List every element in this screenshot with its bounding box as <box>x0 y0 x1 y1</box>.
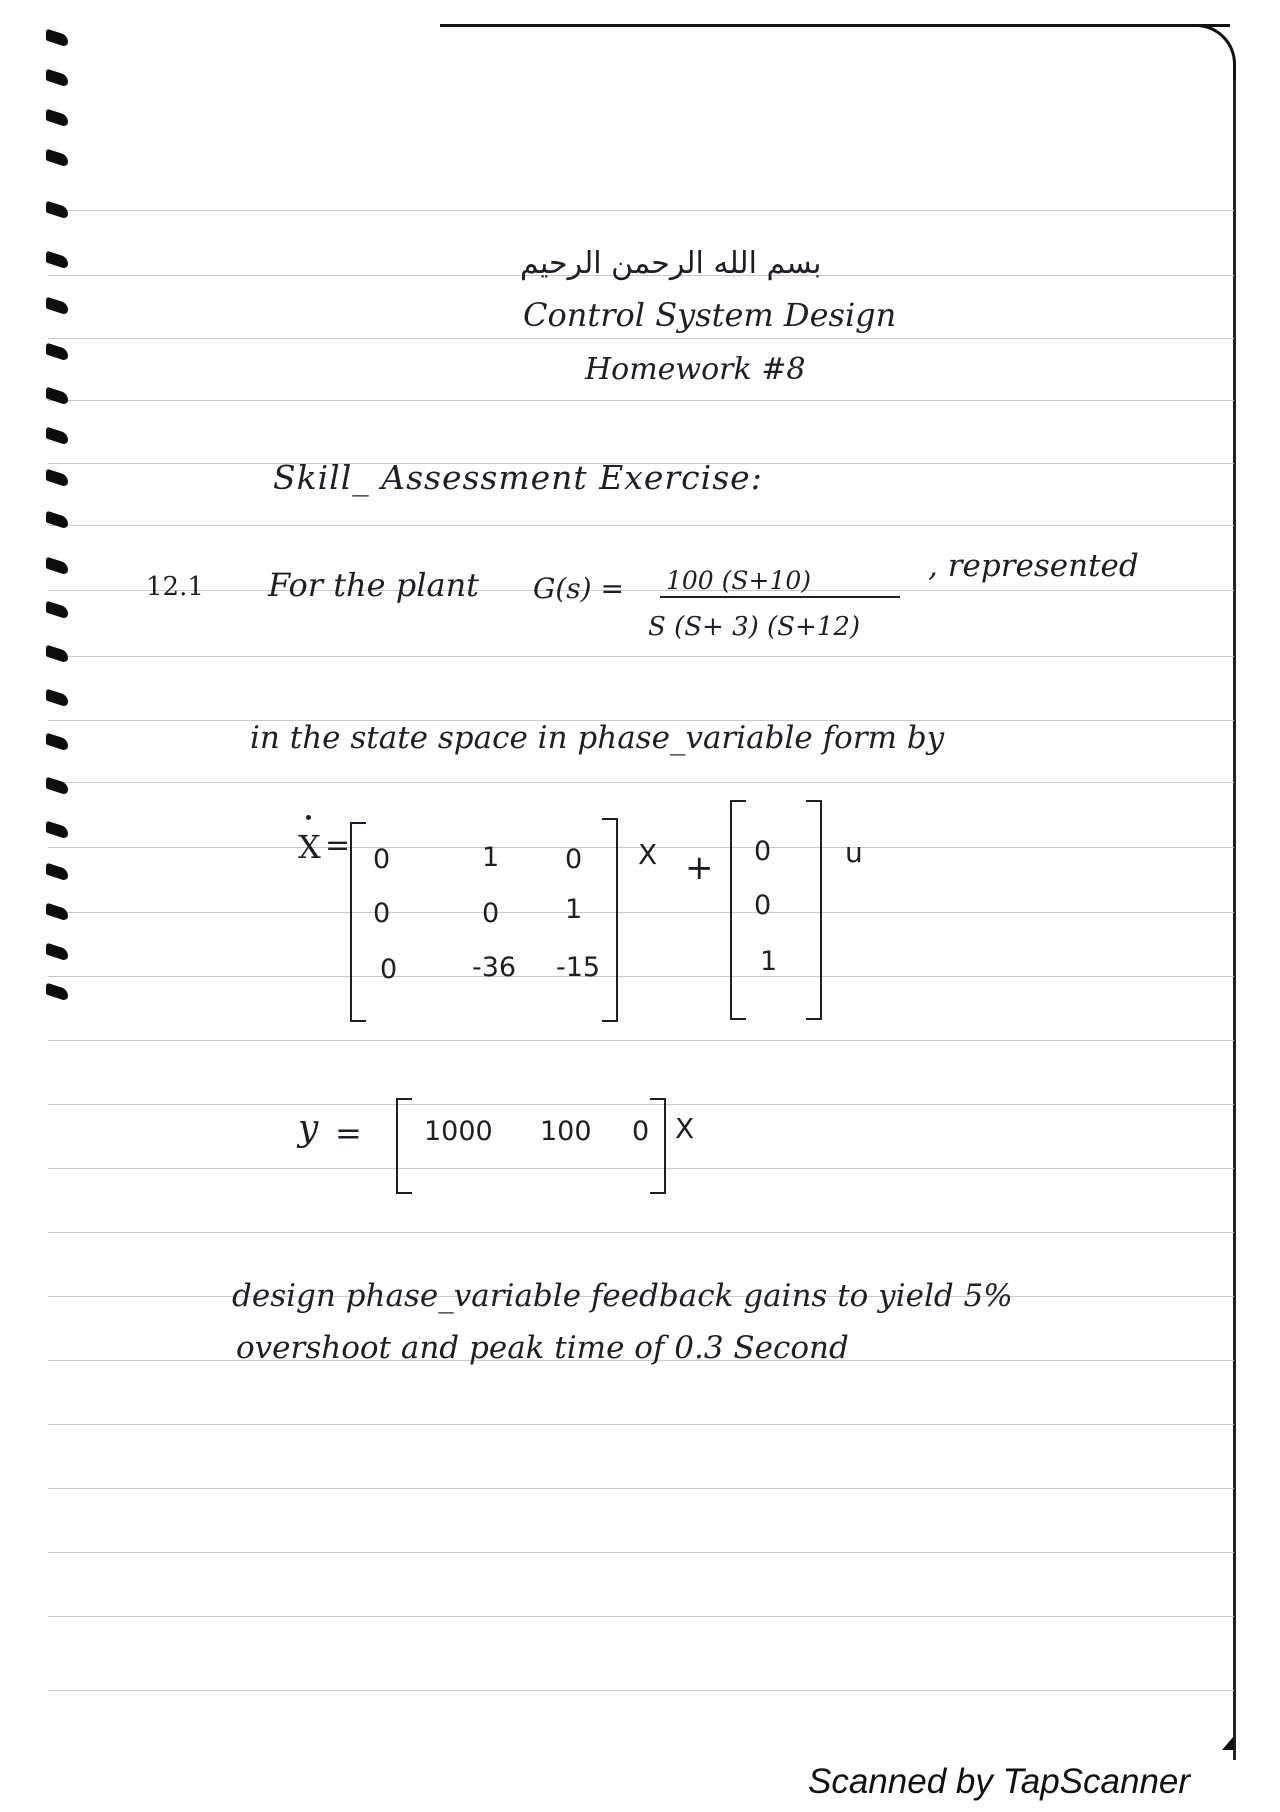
paper-corner-mark <box>1222 1736 1234 1750</box>
ruled-line <box>48 400 1234 401</box>
ruled-line <box>48 1232 1234 1233</box>
matrix-c-left-bracket <box>396 1098 412 1194</box>
matrix-a-cell: -36 <box>472 952 517 983</box>
matrix-a-cell: 1 <box>482 842 500 873</box>
matrix-b-left-bracket <box>730 800 746 1020</box>
matrix-c-cell: 0 <box>632 1116 650 1147</box>
spiral-ring <box>46 510 68 529</box>
matrix-a-cell: 0 <box>373 844 391 875</box>
equals-sign: = <box>325 828 351 863</box>
plus-sign: + <box>685 848 714 888</box>
spiral-ring <box>46 200 68 219</box>
matrix-b-cell: 0 <box>754 836 772 867</box>
spiral-ring <box>46 902 68 921</box>
spiral-ring <box>46 862 68 881</box>
problem-line-2: in the state space in phase_variable form by <box>250 720 945 756</box>
spiral-ring <box>46 148 68 167</box>
ruled-line <box>48 656 1234 657</box>
ruled-line <box>48 590 1234 591</box>
ruled-line <box>48 1424 1234 1425</box>
matrix-a-right-bracket <box>602 818 618 1022</box>
matrix-c-right-bracket <box>650 1098 666 1194</box>
spiral-ring <box>46 556 68 575</box>
problem-number: 12.1 <box>146 572 204 602</box>
spiral-ring <box>46 68 68 87</box>
ruled-line <box>48 1552 1234 1553</box>
matrix-a-cell: -15 <box>556 952 601 983</box>
spiral-ring <box>46 250 68 269</box>
ruled-line <box>48 1488 1234 1489</box>
matrix-a-left-bracket <box>350 822 366 1022</box>
spiral-ring <box>46 820 68 839</box>
transfer-function-denominator: S (S+ 3) (S+12) <box>648 612 860 642</box>
state-derivative-symbol: X <box>298 828 321 866</box>
ruled-line <box>48 338 1234 339</box>
fraction-bar <box>660 596 900 598</box>
state-vector-symbol: X <box>675 1112 695 1145</box>
problem-lead: For the plant <box>268 566 480 604</box>
matrix-a-cell: 0 <box>482 898 500 929</box>
course-title: Control System Design <box>523 296 897 334</box>
section-title: Skill_ Assessment Exercise: <box>273 458 763 497</box>
ruled-line <box>48 912 1234 913</box>
matrix-c-cell: 100 <box>540 1116 592 1147</box>
spiral-ring <box>46 386 68 405</box>
transfer-function-lhs: G(s) = <box>533 572 624 605</box>
problem-tail: , represented <box>928 548 1139 584</box>
spiral-ring <box>46 108 68 127</box>
matrix-b-cell: 1 <box>760 946 778 977</box>
spiral-ring <box>46 776 68 795</box>
output-symbol: y <box>298 1108 319 1149</box>
ruled-line <box>48 1040 1234 1041</box>
matrix-a-cell: 0 <box>373 898 391 929</box>
spiral-ring <box>46 426 68 445</box>
paper-corner <box>1180 24 1236 84</box>
equals-sign: = <box>335 1114 362 1152</box>
spiral-ring <box>46 468 68 487</box>
spiral-ring <box>46 942 68 961</box>
spiral-ring <box>46 296 68 315</box>
state-vector-symbol: X <box>638 838 658 871</box>
derivative-dot <box>306 815 311 820</box>
paper-right-edge <box>1233 80 1236 1760</box>
spiral-ring <box>46 342 68 361</box>
ruled-line <box>48 1168 1234 1169</box>
spiral-ring <box>46 644 68 663</box>
design-line-2: overshoot and peak time of 0.3 Second <box>236 1330 849 1366</box>
homework-number: Homework #8 <box>585 352 806 387</box>
ruled-line <box>48 1690 1234 1691</box>
matrix-a-cell: 0 <box>380 954 398 985</box>
matrix-b-right-bracket <box>806 800 822 1020</box>
ruled-line <box>48 976 1234 977</box>
spiral-ring <box>46 982 68 1001</box>
scanner-watermark: Scanned by TapScanner <box>808 1762 1191 1801</box>
ruled-line <box>48 782 1234 783</box>
transfer-function-numerator: 100 (S+10) <box>666 566 812 595</box>
matrix-c-cell: 1000 <box>424 1116 493 1147</box>
spiral-ring <box>46 600 68 619</box>
matrix-b-cell: 0 <box>754 890 772 921</box>
paper-top-edge <box>440 24 1230 27</box>
ruled-line <box>48 210 1234 211</box>
spiral-ring <box>46 28 68 47</box>
spiral-ring <box>46 732 68 751</box>
spiral-ring <box>46 688 68 707</box>
matrix-a-cell: 1 <box>565 894 583 925</box>
basmala: بسم الله الرحمن الرحيم <box>520 246 822 281</box>
design-line-1: design phase_variable feedback gains to yield 5% <box>232 1278 1013 1314</box>
ruled-line <box>48 525 1234 526</box>
matrix-a-cell: 0 <box>565 844 583 875</box>
ruled-line <box>48 1616 1234 1617</box>
input-symbol: u <box>845 836 863 869</box>
ruled-line <box>48 1104 1234 1105</box>
